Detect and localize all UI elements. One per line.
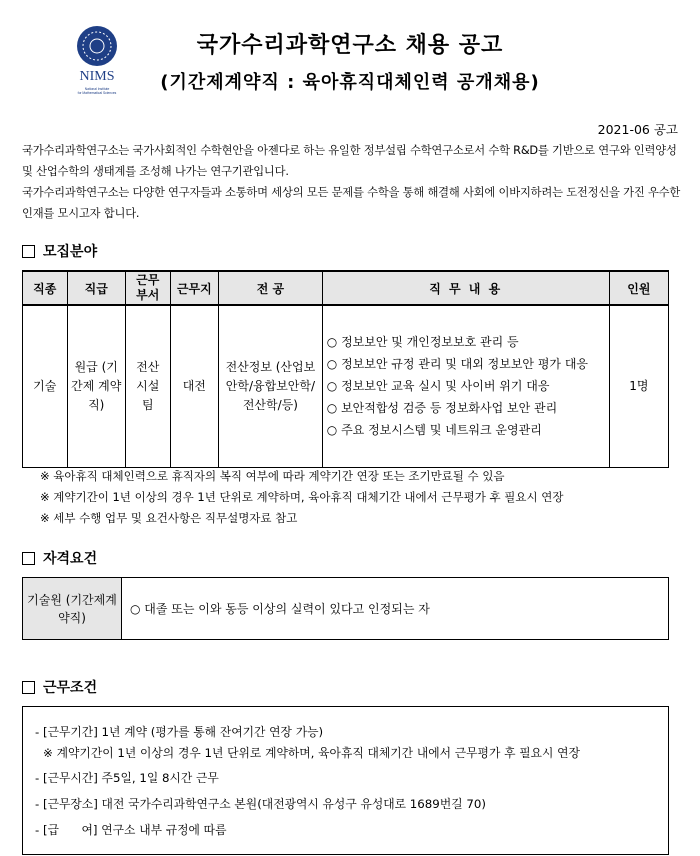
qualifications-table [22,577,669,640]
cell-location: 대전 [170,305,218,467]
note-item: ※ 계약기간이 1년 이상의 경우 1년 단위로 계약하며, 육아휴직 대체기간 내에서 근무평가 후 필요시 연장 [40,490,564,504]
cell-duties [322,305,609,467]
col-rank: 직급 [67,271,125,305]
col-type: 직종 [23,271,68,305]
duty-item: ○ 정보보안 교육 실시 및 사이버 위기 대응 [326,379,550,394]
section-recruitment [22,241,97,261]
section-box-icon [22,681,35,694]
cell-major: 전산정보 (산업보안학/융합보안학/전산학/등) [219,305,323,467]
col-duties: 직 무 내 용 [322,271,609,305]
cell-dept: 전산 시설 팀 [125,305,170,467]
condition-item: - [근무기간] 1년 계약 (평가를 통해 잔여기간 연장 가능) [35,725,324,739]
notes [40,466,563,529]
duty-item: ○ 정보보안 규정 관리 및 대외 정보보안 평가 대응 [326,357,589,372]
page-subtitle: (기간제계약직 : 육아휴직대체인력 공개채용) [160,72,540,93]
duty-item: ○ 정보보안 및 개인정보보호 관리 등 [326,335,519,350]
col-major: 전 공 [219,271,323,305]
page-title: 국가수리과학연구소 채용 공고 [196,33,504,58]
condition-item: - [근무장소] 대전 국가수리과학연구소 본원(대전광역시 유성구 유성대로 1689번길 70) [35,797,486,811]
section-conditions [22,677,97,697]
table-row [23,305,669,467]
section-title: 근무조건 [43,680,98,696]
note-item: ※ 세부 수행 업무 및 요건사항은 직무설명자료 참고 [40,511,298,525]
note-item: ※ 육아휴직 대체인력으로 휴직자의 복직 여부에 따라 계약기간 연장 또는 조기만료될 수 있음 [40,469,505,483]
intro-paragraph-1: 국가수리과학연구소는 국가사회적인 수학현안을 아젠다로 하는 유일한 정부설립 수학연구소로서 수학 R&D를 기반으로 연구와 인력양성 및 산업수학의 생태계를 조성해 나가는 연구기관입니다. [22,144,677,178]
col-location: 근무지 [170,271,218,305]
svg-text:for Mathematical Sciences: for Mathematical Sciences [77,91,117,95]
notice-number: 2021-06 공고 [597,122,678,137]
svg-text:NIMS: NIMS [79,69,115,84]
section-box-icon [22,245,35,258]
col-count: 인원 [609,271,668,305]
cell-count: 1명 [609,305,668,467]
condition-item: - [근무시간] 주5일, 1일 8시간 근무 [35,771,219,785]
recruitment-table [22,270,669,468]
cell-type: 기술 [23,305,68,467]
duty-item: ○ 보안적합성 검증 등 정보화사업 보안 관리 [326,401,558,416]
svg-text:National Institute: National Institute [84,87,110,91]
qualification-head: 기술원 (기간제계약직) [23,578,122,640]
intro-paragraph-2: 국가수리과학연구소는 다양한 연구자들과 소통하며 세상의 모든 문제를 수학을 통해 해결해 사회에 이바지하려는 도전정신을 가진 우수한 인재를 모시고자 합니다. [22,186,681,220]
section-box-icon [22,552,35,565]
qualification-body: ○ 대졸 또는 이와 동등 이상의 실력이 있다고 인정되는 자 [122,578,669,640]
conditions-box [22,706,669,855]
section-title: 모집분야 [43,244,98,260]
col-dept: 근무 부서 [125,271,170,305]
duty-item: ○ 주요 정보시스템 및 네트워크 운영관리 [326,423,542,438]
condition-note: ※ 계약기간이 1년 이상의 경우 1년 단위로 계약하며, 육아휴직 대체기간 내에서 근무평가 후 필요시 연장 [43,746,580,760]
section-qualifications [22,548,97,568]
intro-text [22,140,682,224]
cell-rank: 원급 (기간제 계약직) [67,305,125,467]
condition-item: - [급 여] 연구소 내부 규정에 따름 [35,823,227,837]
section-title: 자격요건 [43,551,98,567]
